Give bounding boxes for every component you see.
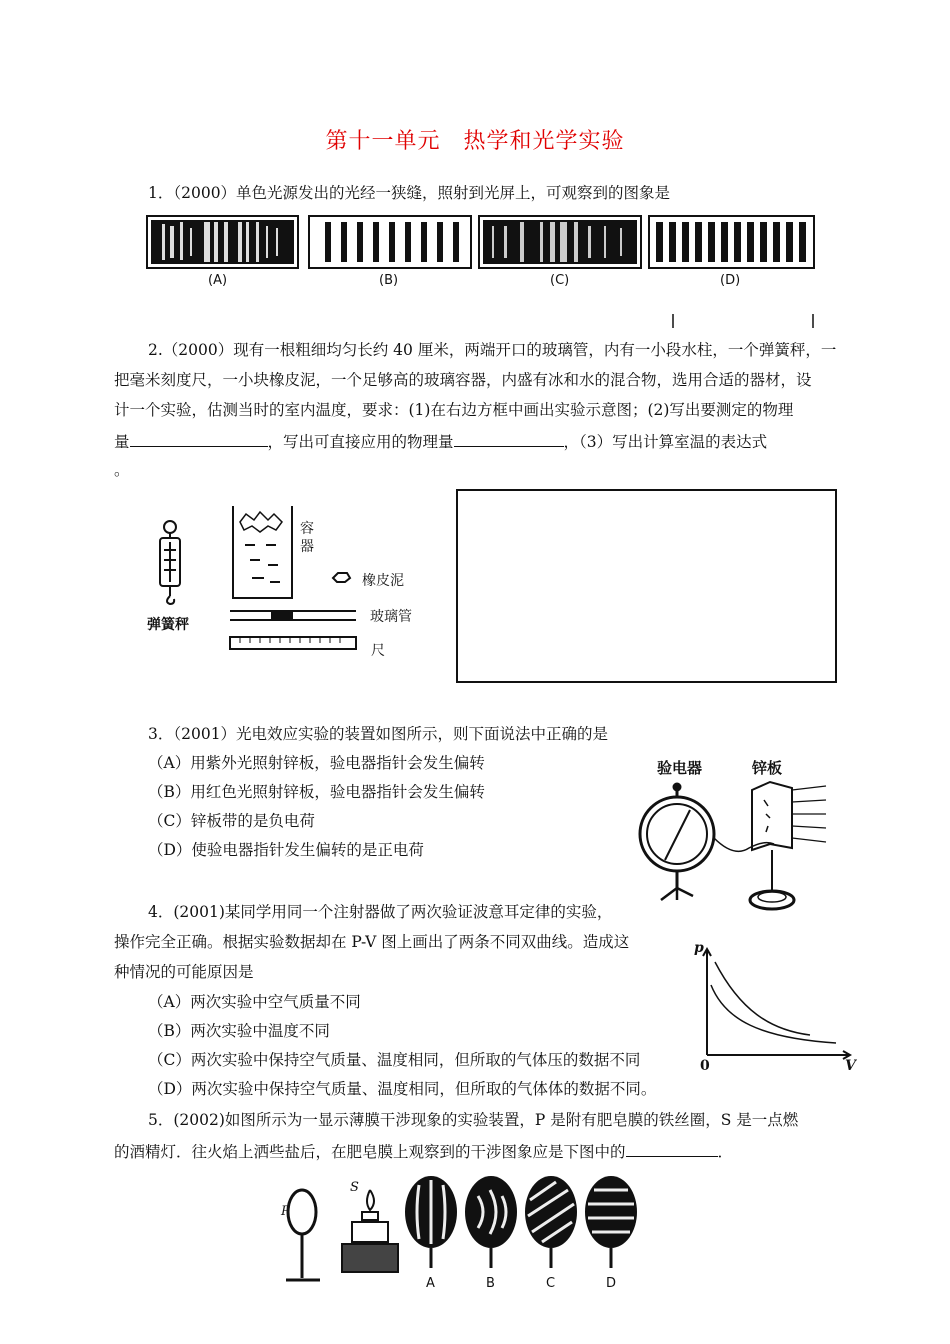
film-option-c <box>525 1176 577 1268</box>
caption-d: (D) <box>720 273 741 288</box>
wire-loop-icon <box>286 1190 320 1280</box>
caption-c: (C) <box>550 273 570 288</box>
q2-line2: 把毫米刻度尺，一小块橡皮泥，一个足够高的玻璃容器，内盛有冰和水的混合物，选用合适的器材，设 <box>114 371 812 389</box>
page-title: 第十一单元 热学和光学实验 <box>325 129 625 154</box>
q4-option-c[interactable]: （C）两次实验中保持空气质量、温度相同，但所取的气体压的数据不同 <box>148 1051 641 1069</box>
q2-line4-c: ，（3）写出计算室温的表达式 <box>563 433 768 451</box>
q3-option-a[interactable]: （A）用紫外光照射锌板，验电器指针会发生偏转 <box>148 754 485 772</box>
q4-option-d[interactable]: （D）两次实验中保持空气质量、温度相同，但所取的气体体的数据不同。 <box>148 1080 657 1098</box>
q4-option-b[interactable]: （B）两次实验中温度不同 <box>148 1022 330 1040</box>
q4-line1: 4．(2001)某同学用同一个注射器做了两次验证波意耳定律的实验， <box>148 903 613 921</box>
film-option-b <box>465 1176 517 1268</box>
caption-b: (B) <box>379 273 399 288</box>
v-axis-label: V <box>845 1058 856 1074</box>
caption-a: (A) <box>208 273 228 288</box>
label-glass-tube: 玻璃管 <box>370 609 412 625</box>
q4-line3: 种情况的可能原因是 <box>114 963 254 981</box>
film-label-b: B <box>486 1276 495 1291</box>
label-zinc-plate: 锌板 <box>752 759 783 777</box>
q2-line1: 2.（2000）现有一根粗细均匀长约 40 厘米，两端开口的玻璃管，内有一小段水柱，一个弹簧秤，一 <box>148 341 837 359</box>
film-label-c: C <box>546 1276 556 1291</box>
q3-option-d[interactable]: （D）使验电器指针发生偏转的是正电荷 <box>148 841 424 859</box>
label-s: S <box>350 1180 359 1195</box>
label-container: 容器 <box>300 521 314 555</box>
film-option-a <box>405 1176 457 1268</box>
q2-line3: 计一个实验，估测当时的室内温度，要求：(1)在右边方框中画出实验示意图；(2)写出要测定的物理 <box>114 401 794 419</box>
p-axis-label: p <box>694 940 704 956</box>
label-electroscope: 验电器 <box>657 759 703 777</box>
label-putty: 橡皮泥 <box>362 573 404 589</box>
q1-stem: 1．（2000）单色光源发出的光经一狭缝，照射到光屏上，可观察到的图象是 <box>148 184 671 202</box>
q5-line1: 5．(2002)如图所示为一显示薄膜干涉现象的实验装置，P 是附有肥皂膜的铁丝圈，S 是一点燃 <box>148 1111 799 1129</box>
q3-option-c[interactable]: （C）锌板带的是负电荷 <box>148 812 315 830</box>
label-ruler: 尺 <box>371 643 385 659</box>
label-p: P <box>281 1204 290 1219</box>
q3-option-b[interactable]: （B）用红色光照射锌板，验电器指针会发生偏转 <box>148 783 485 801</box>
label-spring-scale: 弹簧秤 <box>147 617 189 633</box>
q4-line2: 操作完全正确。根据实验数据却在 P-V 图上画出了两条不同双曲线。造成这 <box>114 933 630 951</box>
q3-stem: 3．（2001）光电效应实验的装置如图所示，则下面说法中正确的是 <box>148 725 609 743</box>
q4-option-a[interactable]: （A）两次实验中空气质量不同 <box>148 993 361 1011</box>
q2-line4-a: 量 <box>114 433 130 451</box>
film-label-d: D <box>606 1276 617 1291</box>
q2-line4-b: ，写出可直接应用的物理量 <box>267 433 454 451</box>
q5-line2-b: ． <box>717 1143 734 1161</box>
alcohol-lamp-icon <box>342 1190 398 1272</box>
film-option-d <box>585 1176 637 1268</box>
q5-line2-a: 的酒精灯．往火焰上洒些盐后，在肥皂膜上观察到的干涉图象应是下图中的 <box>114 1143 626 1161</box>
origin-label: 0 <box>700 1058 710 1074</box>
film-label-a: A <box>426 1276 435 1291</box>
q2-line5: 。 <box>114 461 130 479</box>
